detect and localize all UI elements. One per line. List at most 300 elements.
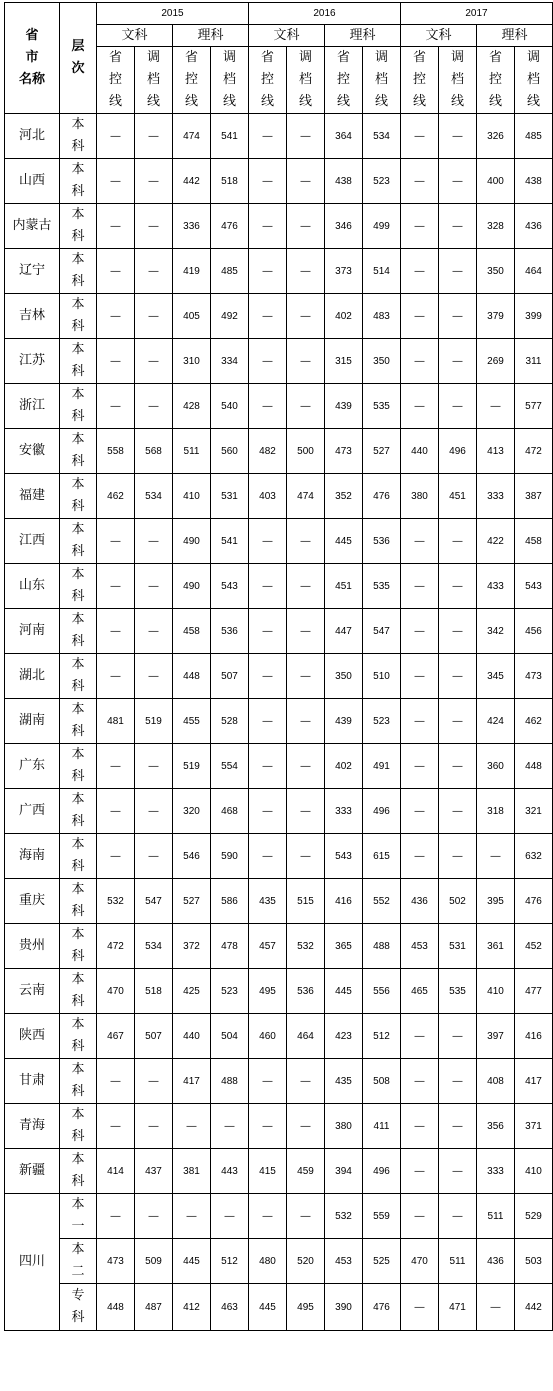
score-cell: —	[439, 384, 477, 429]
score-cell: —	[135, 159, 173, 204]
score-cell: 380	[325, 1104, 363, 1149]
stacked-char: 调	[298, 50, 312, 65]
score-cell: 468	[211, 789, 249, 834]
score-cell: —	[287, 744, 325, 789]
province-cell: 湖北	[5, 654, 60, 699]
score-cell: 487	[135, 1284, 173, 1331]
score-cell: 476	[363, 474, 401, 519]
score-cell: —	[401, 564, 439, 609]
stacked-char: 本	[71, 1242, 85, 1257]
score-cell: 520	[287, 1239, 325, 1284]
score-cell: 554	[211, 744, 249, 789]
stacked-char: 档	[526, 72, 540, 87]
score-cell: 559	[363, 1194, 401, 1239]
score-cell: 350	[477, 249, 515, 294]
score-cell: 491	[363, 744, 401, 789]
score-cell: 509	[135, 1239, 173, 1284]
province-cell: 广东	[5, 744, 60, 789]
stacked-char: 线	[526, 94, 540, 109]
score-cell: 333	[325, 789, 363, 834]
stacked-char: 本	[71, 432, 85, 447]
stacked-char: 线	[298, 94, 312, 109]
stacked-char: 本	[71, 612, 85, 627]
score-cell: —	[249, 564, 287, 609]
score-cell: —	[249, 609, 287, 654]
stacked-char: 科	[71, 274, 85, 289]
provincial-control-line-header	[401, 47, 439, 114]
stacked-char: 线	[222, 94, 236, 109]
score-cell: 467	[97, 1014, 135, 1059]
score-cell: —	[439, 1194, 477, 1239]
score-cell: —	[401, 1284, 439, 1331]
score-cell: 495	[249, 969, 287, 1014]
score-cell: 381	[173, 1149, 211, 1194]
stacked-char: 本	[71, 297, 85, 312]
score-cell: —	[97, 339, 135, 384]
score-cell: —	[401, 339, 439, 384]
score-cell: 452	[515, 924, 553, 969]
score-cell: 321	[515, 789, 553, 834]
stacked-char: 控	[108, 72, 122, 87]
score-cell: —	[249, 384, 287, 429]
score-cell: —	[401, 609, 439, 654]
score-cell: —	[211, 1104, 249, 1149]
score-cell: —	[97, 654, 135, 699]
score-cell: 352	[325, 474, 363, 519]
stacked-char: 本	[71, 972, 85, 987]
score-cell: —	[439, 1104, 477, 1149]
stacked-char: 科	[71, 1174, 85, 1189]
score-cell: 531	[439, 924, 477, 969]
score-cell: —	[287, 519, 325, 564]
score-cell: —	[249, 249, 287, 294]
stacked-char: 名称	[18, 72, 45, 87]
score-cell: 523	[363, 159, 401, 204]
score-cell: 439	[325, 384, 363, 429]
score-cell: 534	[363, 114, 401, 159]
level-cell	[60, 834, 97, 879]
province-cell: 广西	[5, 789, 60, 834]
score-cell: —	[439, 1149, 477, 1194]
score-cell: —	[135, 114, 173, 159]
score-cell: —	[135, 834, 173, 879]
score-cell: —	[287, 294, 325, 339]
score-cell: —	[477, 384, 515, 429]
score-cell: —	[249, 1059, 287, 1104]
level-cell	[60, 204, 97, 249]
stacked-char: 省	[336, 50, 350, 65]
level-cell	[60, 1239, 97, 1284]
province-cell: 吉林	[5, 294, 60, 339]
table-body	[5, 114, 553, 1331]
provincial-control-line-header	[325, 47, 363, 114]
score-cell: 360	[477, 744, 515, 789]
score-cell: 546	[173, 834, 211, 879]
score-cell: 390	[325, 1284, 363, 1331]
score-cell: —	[249, 654, 287, 699]
score-cell: 534	[135, 924, 173, 969]
province-cell: 福建	[5, 474, 60, 519]
province-cell: 内蒙古	[5, 204, 60, 249]
stacked-char: 本	[71, 792, 85, 807]
score-cell: —	[287, 564, 325, 609]
score-cell: —	[439, 294, 477, 339]
stacked-char: 科	[71, 409, 85, 424]
score-cell: 543	[211, 564, 249, 609]
score-cell: 552	[363, 879, 401, 924]
score-cell: 490	[173, 519, 211, 564]
score-cell: 442	[173, 159, 211, 204]
score-cell: —	[173, 1104, 211, 1149]
score-cell: 590	[211, 834, 249, 879]
stacked-char: 调	[222, 50, 236, 65]
score-cell: 459	[287, 1149, 325, 1194]
stacked-char: 线	[450, 94, 464, 109]
score-cell: 527	[363, 429, 401, 474]
province-cell: 辽宁	[5, 249, 60, 294]
score-cell: 437	[135, 1149, 173, 1194]
stacked-char: 层	[71, 39, 85, 54]
score-cell: 350	[325, 654, 363, 699]
stacked-char: 控	[336, 72, 350, 87]
score-cell: 342	[477, 609, 515, 654]
stacked-char: 本	[71, 387, 85, 402]
stacked-char: 档	[222, 72, 236, 87]
score-cell: —	[287, 384, 325, 429]
stacked-char: 省	[488, 50, 502, 65]
score-cell: —	[135, 654, 173, 699]
province-cell: 陕西	[5, 1014, 60, 1059]
score-cell: —	[135, 609, 173, 654]
score-cell: 476	[211, 204, 249, 249]
stacked-char: 本	[71, 1062, 85, 1077]
score-cell: —	[249, 834, 287, 879]
score-cell: 408	[477, 1059, 515, 1104]
score-cell: —	[97, 1104, 135, 1149]
table-row	[5, 429, 553, 474]
score-cell: —	[439, 339, 477, 384]
stacked-char: 控	[260, 72, 274, 87]
score-cell: 529	[515, 1194, 553, 1239]
score-cell: 435	[249, 879, 287, 924]
score-cell: —	[97, 204, 135, 249]
score-cell: 403	[249, 474, 287, 519]
province-cell: 河南	[5, 609, 60, 654]
stacked-char: 档	[298, 72, 312, 87]
score-cell: 525	[363, 1239, 401, 1284]
score-cell: 445	[325, 969, 363, 1014]
score-cell: —	[439, 519, 477, 564]
score-cell: 463	[211, 1284, 249, 1331]
level-cell	[60, 294, 97, 339]
score-cell: 511	[173, 429, 211, 474]
table-header	[5, 3, 553, 114]
stacked-char: 科	[71, 769, 85, 784]
stacked-char: 档	[374, 72, 388, 87]
stacked-char: 科	[71, 589, 85, 604]
score-cell: 507	[211, 654, 249, 699]
score-cell: —	[97, 114, 135, 159]
level-cell	[60, 609, 97, 654]
score-cell: 474	[173, 114, 211, 159]
stacked-char: 本	[71, 927, 85, 942]
score-cell: 411	[363, 1104, 401, 1149]
score-cell: —	[477, 834, 515, 879]
score-cell: —	[97, 1194, 135, 1239]
stacked-char: 省	[260, 50, 274, 65]
score-cell: 443	[211, 1149, 249, 1194]
score-cell: 473	[515, 654, 553, 699]
score-cell: —	[287, 204, 325, 249]
year-header-row	[5, 3, 553, 25]
score-cell: —	[287, 1194, 325, 1239]
score-cell: —	[439, 789, 477, 834]
province-cell: 湖南	[5, 699, 60, 744]
stacked-char: 科	[71, 544, 85, 559]
score-cell: —	[211, 1194, 249, 1239]
score-cell: 547	[363, 609, 401, 654]
score-cell: 527	[173, 879, 211, 924]
stacked-char: 调	[146, 50, 160, 65]
score-cell: —	[287, 339, 325, 384]
score-cell: 453	[401, 924, 439, 969]
level-cell	[60, 114, 97, 159]
score-cell: 511	[477, 1194, 515, 1239]
score-cell: 346	[325, 204, 363, 249]
level-cell	[60, 699, 97, 744]
track-header: 文科	[401, 25, 477, 47]
table-row	[5, 744, 553, 789]
level-cell	[60, 159, 97, 204]
stacked-char: 本	[71, 252, 85, 267]
score-cell: 465	[401, 969, 439, 1014]
stacked-char: 本	[71, 882, 85, 897]
filing-line-header	[515, 47, 553, 114]
score-cell: —	[439, 114, 477, 159]
province-cell: 山西	[5, 159, 60, 204]
table-row	[5, 834, 553, 879]
score-cell: 350	[363, 339, 401, 384]
stacked-char: 档	[146, 72, 160, 87]
track-header: 理科	[477, 25, 553, 47]
stacked-char: 本	[71, 207, 85, 222]
score-cell: 547	[135, 879, 173, 924]
score-cell: 413	[477, 429, 515, 474]
table-row	[5, 294, 553, 339]
score-cell: 577	[515, 384, 553, 429]
score-cell: 412	[173, 1284, 211, 1331]
score-cell: 568	[135, 429, 173, 474]
score-cell: 536	[287, 969, 325, 1014]
score-cell: 503	[515, 1239, 553, 1284]
level-cell	[60, 519, 97, 564]
province-cell: 浙江	[5, 384, 60, 429]
score-cell: —	[401, 744, 439, 789]
score-cell: 311	[515, 339, 553, 384]
level-cell	[60, 789, 97, 834]
score-cell: 425	[173, 969, 211, 1014]
score-cell: 500	[287, 429, 325, 474]
stacked-char: 调	[450, 50, 464, 65]
table-row	[5, 204, 553, 249]
score-cell: 438	[515, 159, 553, 204]
score-cell: 541	[211, 519, 249, 564]
score-cell: 320	[173, 789, 211, 834]
provincial-control-line-header	[249, 47, 287, 114]
level-cell	[60, 879, 97, 924]
score-cell: 470	[97, 969, 135, 1014]
score-cell: —	[439, 609, 477, 654]
table-row	[5, 789, 553, 834]
score-cell: 380	[401, 474, 439, 519]
score-cell: —	[287, 249, 325, 294]
score-cell: 519	[135, 699, 173, 744]
filing-line-header	[439, 47, 477, 114]
table-row	[5, 384, 553, 429]
score-cell: —	[249, 1194, 287, 1239]
score-cell: 410	[477, 969, 515, 1014]
score-cell: —	[401, 789, 439, 834]
score-cell: —	[287, 159, 325, 204]
score-cell: —	[287, 609, 325, 654]
score-cell: 405	[173, 294, 211, 339]
score-cell: 410	[515, 1149, 553, 1194]
table-row	[5, 924, 553, 969]
stacked-char: 本	[71, 477, 85, 492]
score-cell: 315	[325, 339, 363, 384]
stacked-char: 省	[108, 50, 122, 65]
score-cell: 481	[97, 699, 135, 744]
score-cell: 460	[249, 1014, 287, 1059]
stacked-char: 省	[184, 50, 198, 65]
score-cell: 499	[363, 204, 401, 249]
score-cell: 402	[325, 294, 363, 339]
stacked-char: 二	[71, 1264, 85, 1279]
score-cell: —	[439, 744, 477, 789]
stacked-char: 线	[374, 94, 388, 109]
score-cell: 523	[363, 699, 401, 744]
score-cell: 419	[173, 249, 211, 294]
score-cell: —	[135, 744, 173, 789]
province-cell: 四川	[5, 1194, 60, 1331]
table-row	[5, 654, 553, 699]
score-cell: 504	[211, 1014, 249, 1059]
province-cell: 贵州	[5, 924, 60, 969]
score-cell: —	[135, 564, 173, 609]
score-cell: 464	[287, 1014, 325, 1059]
table-row	[5, 339, 553, 384]
sichuan-row	[5, 1194, 553, 1239]
province-cell: 甘肃	[5, 1059, 60, 1104]
score-cell: 439	[325, 699, 363, 744]
score-cell: 422	[477, 519, 515, 564]
score-cell: 445	[249, 1284, 287, 1331]
stacked-char: 省	[25, 28, 39, 43]
province-cell: 安徽	[5, 429, 60, 474]
level-cell	[60, 1149, 97, 1194]
score-cell: 512	[211, 1239, 249, 1284]
score-cell: 471	[439, 1284, 477, 1331]
score-cell: 456	[515, 609, 553, 654]
score-cell: 488	[211, 1059, 249, 1104]
score-cell: 417	[515, 1059, 553, 1104]
score-cell: 482	[249, 429, 287, 474]
table-row	[5, 474, 553, 519]
score-cell: —	[401, 1014, 439, 1059]
stacked-char: 本	[71, 1197, 85, 1212]
score-cell: —	[439, 159, 477, 204]
stacked-char: 科	[71, 1310, 85, 1325]
score-cell: 356	[477, 1104, 515, 1149]
level-cell	[60, 654, 97, 699]
score-cell: 328	[477, 204, 515, 249]
score-cell: 515	[287, 879, 325, 924]
score-cell: 428	[173, 384, 211, 429]
score-cell: 476	[515, 879, 553, 924]
stacked-char: 线	[412, 94, 426, 109]
score-cell: 480	[249, 1239, 287, 1284]
score-cell: —	[249, 339, 287, 384]
score-cell: 473	[97, 1239, 135, 1284]
stacked-char: 科	[71, 139, 85, 154]
province-column-header	[5, 3, 60, 114]
score-cell: 476	[363, 1284, 401, 1331]
score-cell: —	[97, 159, 135, 204]
score-cell: —	[135, 1059, 173, 1104]
admission-score-table-container	[4, 2, 553, 1331]
stacked-char: 科	[71, 679, 85, 694]
score-cell: 333	[477, 1149, 515, 1194]
score-cell: —	[135, 294, 173, 339]
level-cell	[60, 384, 97, 429]
filing-line-header	[287, 47, 325, 114]
score-cell: 447	[325, 609, 363, 654]
stacked-char: 本	[71, 702, 85, 717]
stacked-char: 科	[71, 1084, 85, 1099]
score-cell: —	[97, 834, 135, 879]
score-cell: —	[401, 1194, 439, 1239]
score-cell: 518	[211, 159, 249, 204]
score-cell: —	[249, 204, 287, 249]
level-cell	[60, 1284, 97, 1331]
level-cell	[60, 1104, 97, 1149]
year-header-2015: 2015	[97, 3, 249, 25]
score-cell: —	[401, 294, 439, 339]
stacked-char: 本	[71, 342, 85, 357]
score-cell: —	[439, 1059, 477, 1104]
admission-score-table	[4, 2, 553, 1331]
score-cell: 448	[515, 744, 553, 789]
score-cell: 502	[439, 879, 477, 924]
track-header: 文科	[97, 25, 173, 47]
stacked-char: 本	[71, 162, 85, 177]
province-cell: 河北	[5, 114, 60, 159]
stacked-char: 本	[71, 1107, 85, 1122]
stacked-char: 线	[336, 94, 350, 109]
score-cell: 464	[515, 249, 553, 294]
score-cell: 518	[135, 969, 173, 1014]
score-cell: 448	[173, 654, 211, 699]
score-cell: 490	[173, 564, 211, 609]
table-row	[5, 609, 553, 654]
score-cell: 519	[173, 744, 211, 789]
level-cell	[60, 744, 97, 789]
score-cell: —	[135, 384, 173, 429]
score-cell: —	[477, 1284, 515, 1331]
score-cell: 433	[477, 564, 515, 609]
score-cell: —	[97, 744, 135, 789]
score-cell: 508	[363, 1059, 401, 1104]
